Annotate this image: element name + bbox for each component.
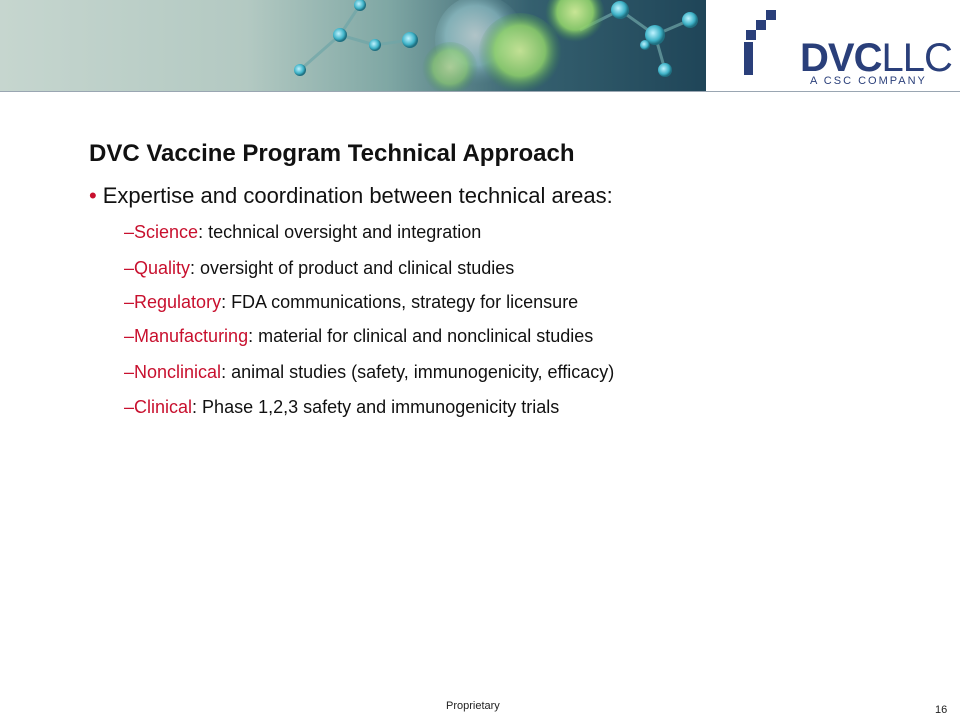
bullet-dot: • <box>89 183 97 208</box>
sub-bullet-clinical <box>124 396 559 418</box>
sub-bullet-desc: : material for clinical and nonclinical studies <box>248 326 594 346</box>
footer-proprietary-label: Proprietary <box>446 700 500 712</box>
sub-bullet-science <box>124 221 481 243</box>
dash-marker: – <box>124 222 135 242</box>
header-divider <box>0 91 960 92</box>
page-number: 16 <box>935 704 948 716</box>
header-banner-image <box>0 0 706 91</box>
sub-bullet-desc: : Phase 1,2,3 safety and immunogenicity trials <box>192 397 560 417</box>
logo-tagline: A CSC COMPANY <box>810 75 927 87</box>
slide-title: DVC Vaccine Program Technical Approach <box>89 140 575 167</box>
dash-marker: – <box>124 397 135 417</box>
sub-bullet-manufacturing <box>124 325 593 347</box>
dash-marker: – <box>124 326 135 346</box>
main-bullet <box>89 182 613 210</box>
dash-marker: – <box>124 292 135 312</box>
logo-name-bold: DVC <box>800 36 882 80</box>
sub-bullet-nonclinical <box>124 361 614 383</box>
sub-bullet-regulatory <box>124 291 578 313</box>
logo-name-light: LLC <box>881 36 952 80</box>
sub-bullet-desc: : technical oversight and integration <box>198 222 482 242</box>
logo-wordmark <box>800 38 952 78</box>
sub-bullet-term: Manufacturing <box>134 326 249 346</box>
sub-bullet-term: Regulatory <box>134 292 222 312</box>
sub-bullet-desc: : oversight of product and clinical studies <box>190 258 515 278</box>
main-bullet-text: Expertise and coordination between technical areas: <box>102 183 613 208</box>
sub-bullet-term: Quality <box>134 258 191 278</box>
sub-bullet-quality <box>124 257 514 279</box>
sub-bullet-term: Science <box>134 222 199 242</box>
sub-bullet-term: Clinical <box>134 397 193 417</box>
dash-marker: – <box>124 258 135 278</box>
dash-marker: – <box>124 362 135 382</box>
logo-mark-icon <box>734 0 794 91</box>
sub-bullet-desc: : FDA communications, strategy for licensure <box>221 292 579 312</box>
molecule-illustration <box>0 0 706 91</box>
sub-bullet-desc: : animal studies (safety, immunogenicity, efficacy) <box>221 362 615 382</box>
sub-bullet-term: Nonclinical <box>134 362 222 382</box>
